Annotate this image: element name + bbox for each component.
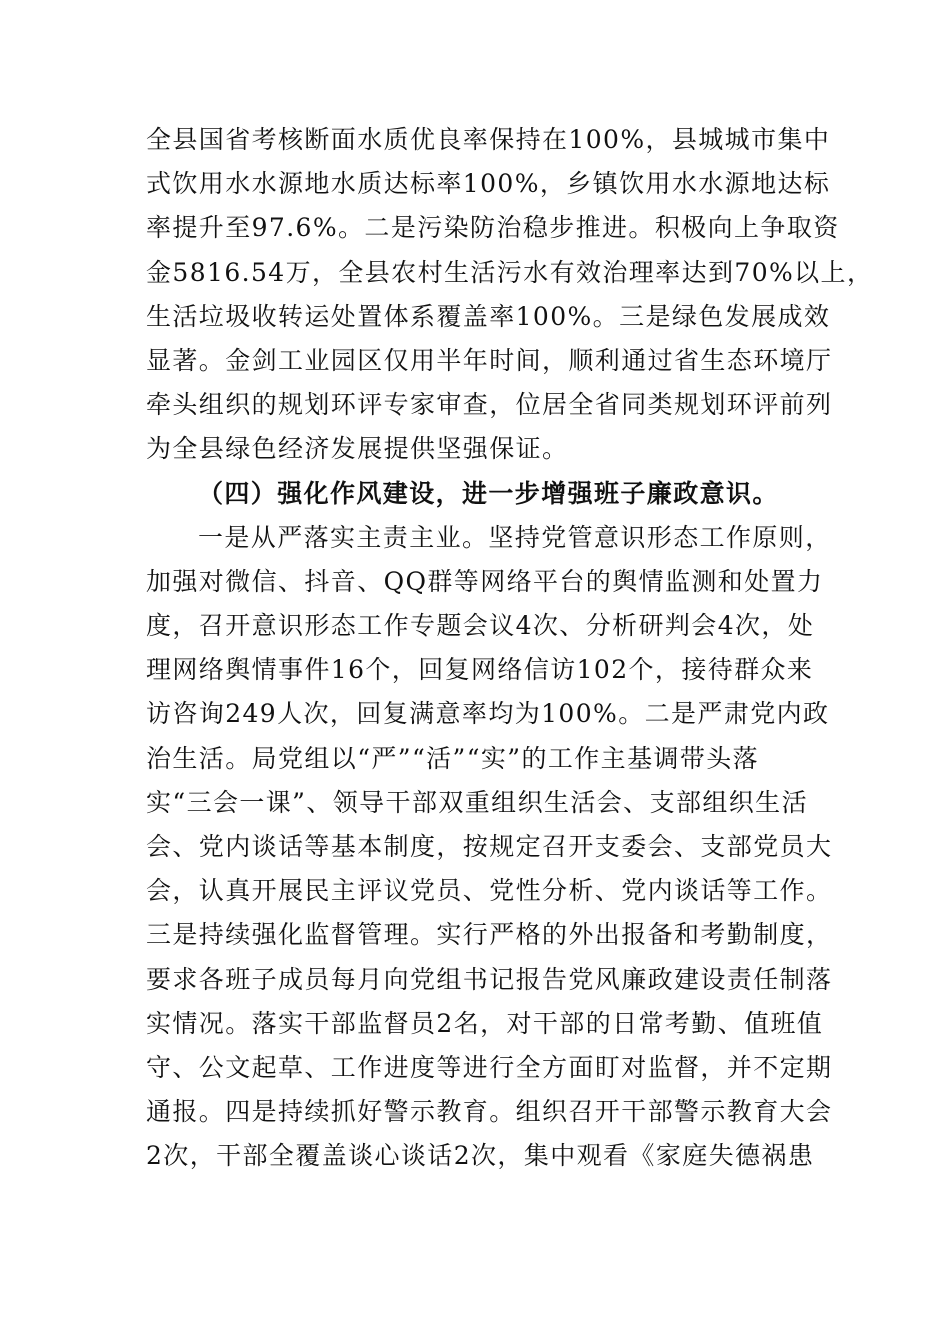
text-line: 金5816.54万，全县农村生活污水有效治理率达到70%以上， bbox=[146, 257, 874, 287]
text-line: 会，认真开展民主评议党员、党性分析、党内谈话等工作。 bbox=[146, 876, 833, 906]
text-line: 牵头组织的规划环评专家审查，位居全省同类规划环评前列 bbox=[146, 390, 833, 420]
text-line: 为全县绿色经济发展提供坚强保证。 bbox=[146, 434, 569, 464]
text-line: 理网络舆情事件16个，回复网络信访102个，接待群众来 bbox=[146, 655, 814, 685]
text-line: 生活垃圾收转运处置体系覆盖率100%。三是绿色发展成效 bbox=[146, 301, 831, 331]
text-line: 实情况。落实干部监督员2名，对干部的日常考勤、值班值 bbox=[146, 1008, 824, 1038]
text-line: 守、公文起草、工作进度等进行全方面盯对监督，并不定期 bbox=[146, 1052, 833, 1082]
text-line: 访咨询249人次，回复满意率均为100%。二是严肃党内政 bbox=[146, 699, 830, 729]
body-text bbox=[146, 118, 874, 1179]
text-line: 度，召开意识形态工作专题会议4次、分析研判会4次，处 bbox=[146, 611, 815, 641]
text-line: 加强对微信、抖音、QQ群等网络平台的舆情监测和处置力 bbox=[146, 566, 824, 596]
text-line: 要求各班子成员每月向党组书记报告党风廉政建设责任制落 bbox=[146, 964, 833, 994]
text-line: 全县国省考核断面水质优良率保持在100%，县城城市集中 bbox=[146, 125, 831, 154]
text-line: 2次，干部全覆盖谈心谈话2次，集中观看《家庭失德祸患 bbox=[146, 1141, 815, 1171]
text-line: 式饮用水水源地水质达标率100%，乡镇饮用水水源地达标 bbox=[146, 169, 831, 199]
text-line: 实“三会一课”、领导干部双重组织生活会、支部组织生活 bbox=[146, 787, 808, 817]
text-line: 会、党内谈话等基本制度，按规定召开支委会、支部党员大 bbox=[146, 832, 833, 861]
text-line: 通报。四是持续抓好警示教育。组织召开干部警示教育大会 bbox=[146, 1097, 833, 1127]
section-heading: （四）强化作风建设，进一步增强班子廉政意识。 bbox=[198, 478, 779, 508]
text-line: 显著。金剑工业园区仅用半年时间，顺利通过省生态环境厅 bbox=[146, 345, 833, 375]
paragraph-first-line: 一是从严落实主责主业。坚持党管意识形态工作原则， bbox=[198, 522, 832, 552]
text-line: 三是持续强化监督管理。实行严格的外出报备和考勤制度， bbox=[146, 920, 833, 950]
text-line: 率提升至97.6%。二是污染防治稳步推进。积极向上争取资 bbox=[146, 213, 840, 243]
text-line: 治生活。局党组以“严”“活”“实”的工作主基调带头落 bbox=[146, 743, 760, 773]
